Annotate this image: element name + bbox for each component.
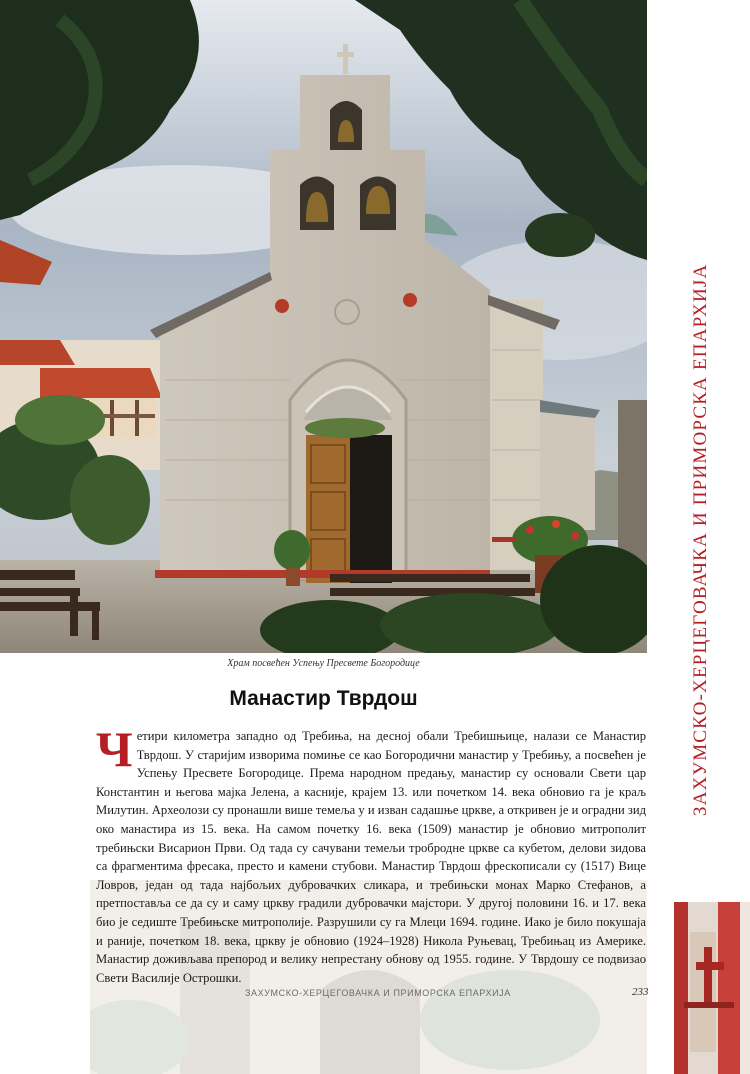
article-title: Манастир Тврдош	[229, 687, 418, 710]
photo-caption: Храм посвећен Успењу Пресвете Богородице	[227, 658, 420, 669]
article-text: етири километра западно од Требиња, на десној обали Требишњице, налази се Манастир Тврдош. У старијим изворима помиње се као Богородични манастир у Требињу, а посвећен је Успењу Пресвете Богородице. Према народном предању, манастир су основали Свети цар Константин и његова мајка Јелена, а касније, крајем 13. или почетком 14. века обновио га је краљ Милутин. Археолози су пронашли више темеља у и изван садашње цркве, а откривен је и оградни зид око манастира из 15. века. На самом почетку 16. века (1509) манастир је обновио митрополит требињски Висарион Први. Од тада су сачувани темељи тробродне цркве са кубетом, делови зидова са фрагментима фресака, престо и камени стубови. Манастир Тврдош фрескописали су (1517) Вице Ловров, један од тада најбољих дубровачких сликара, и требињски монах Марко Стефанов, а претпоставља се да су и саму цркву градили дубровачки мајстори. У другој половини 16. и 17. века био је седиште Требињске митрополије. Разрушили су га Млеци 1694. године. Иако је било покушаја и раније, почетком 18. века, цркву је обновио (1924–1928) Никола Руњевац, Требињац из Америке. Манастир доживљава препород и велику непрестану обнову од 1955. године. У Тврдошу се подвизао Свети Василије Острошки.	[96, 729, 647, 985]
page-number: 233	[632, 986, 649, 998]
running-footer: ЗАХУМСКО-ХЕРЦЕГОВАЧКА И ПРИМОРСКА ЕПАРХИЈА	[245, 988, 511, 998]
drop-cap: Ч	[96, 721, 133, 777]
article-body	[96, 721, 647, 987]
fresco-detail-image	[674, 902, 750, 1074]
side-thumbnail-photo	[674, 902, 750, 1074]
side-band-title: ЗАХУМСКО-ХЕРЦЕГОВАЧКА И ПРИМОРСКА ЕПАРХИЈА	[690, 263, 711, 817]
